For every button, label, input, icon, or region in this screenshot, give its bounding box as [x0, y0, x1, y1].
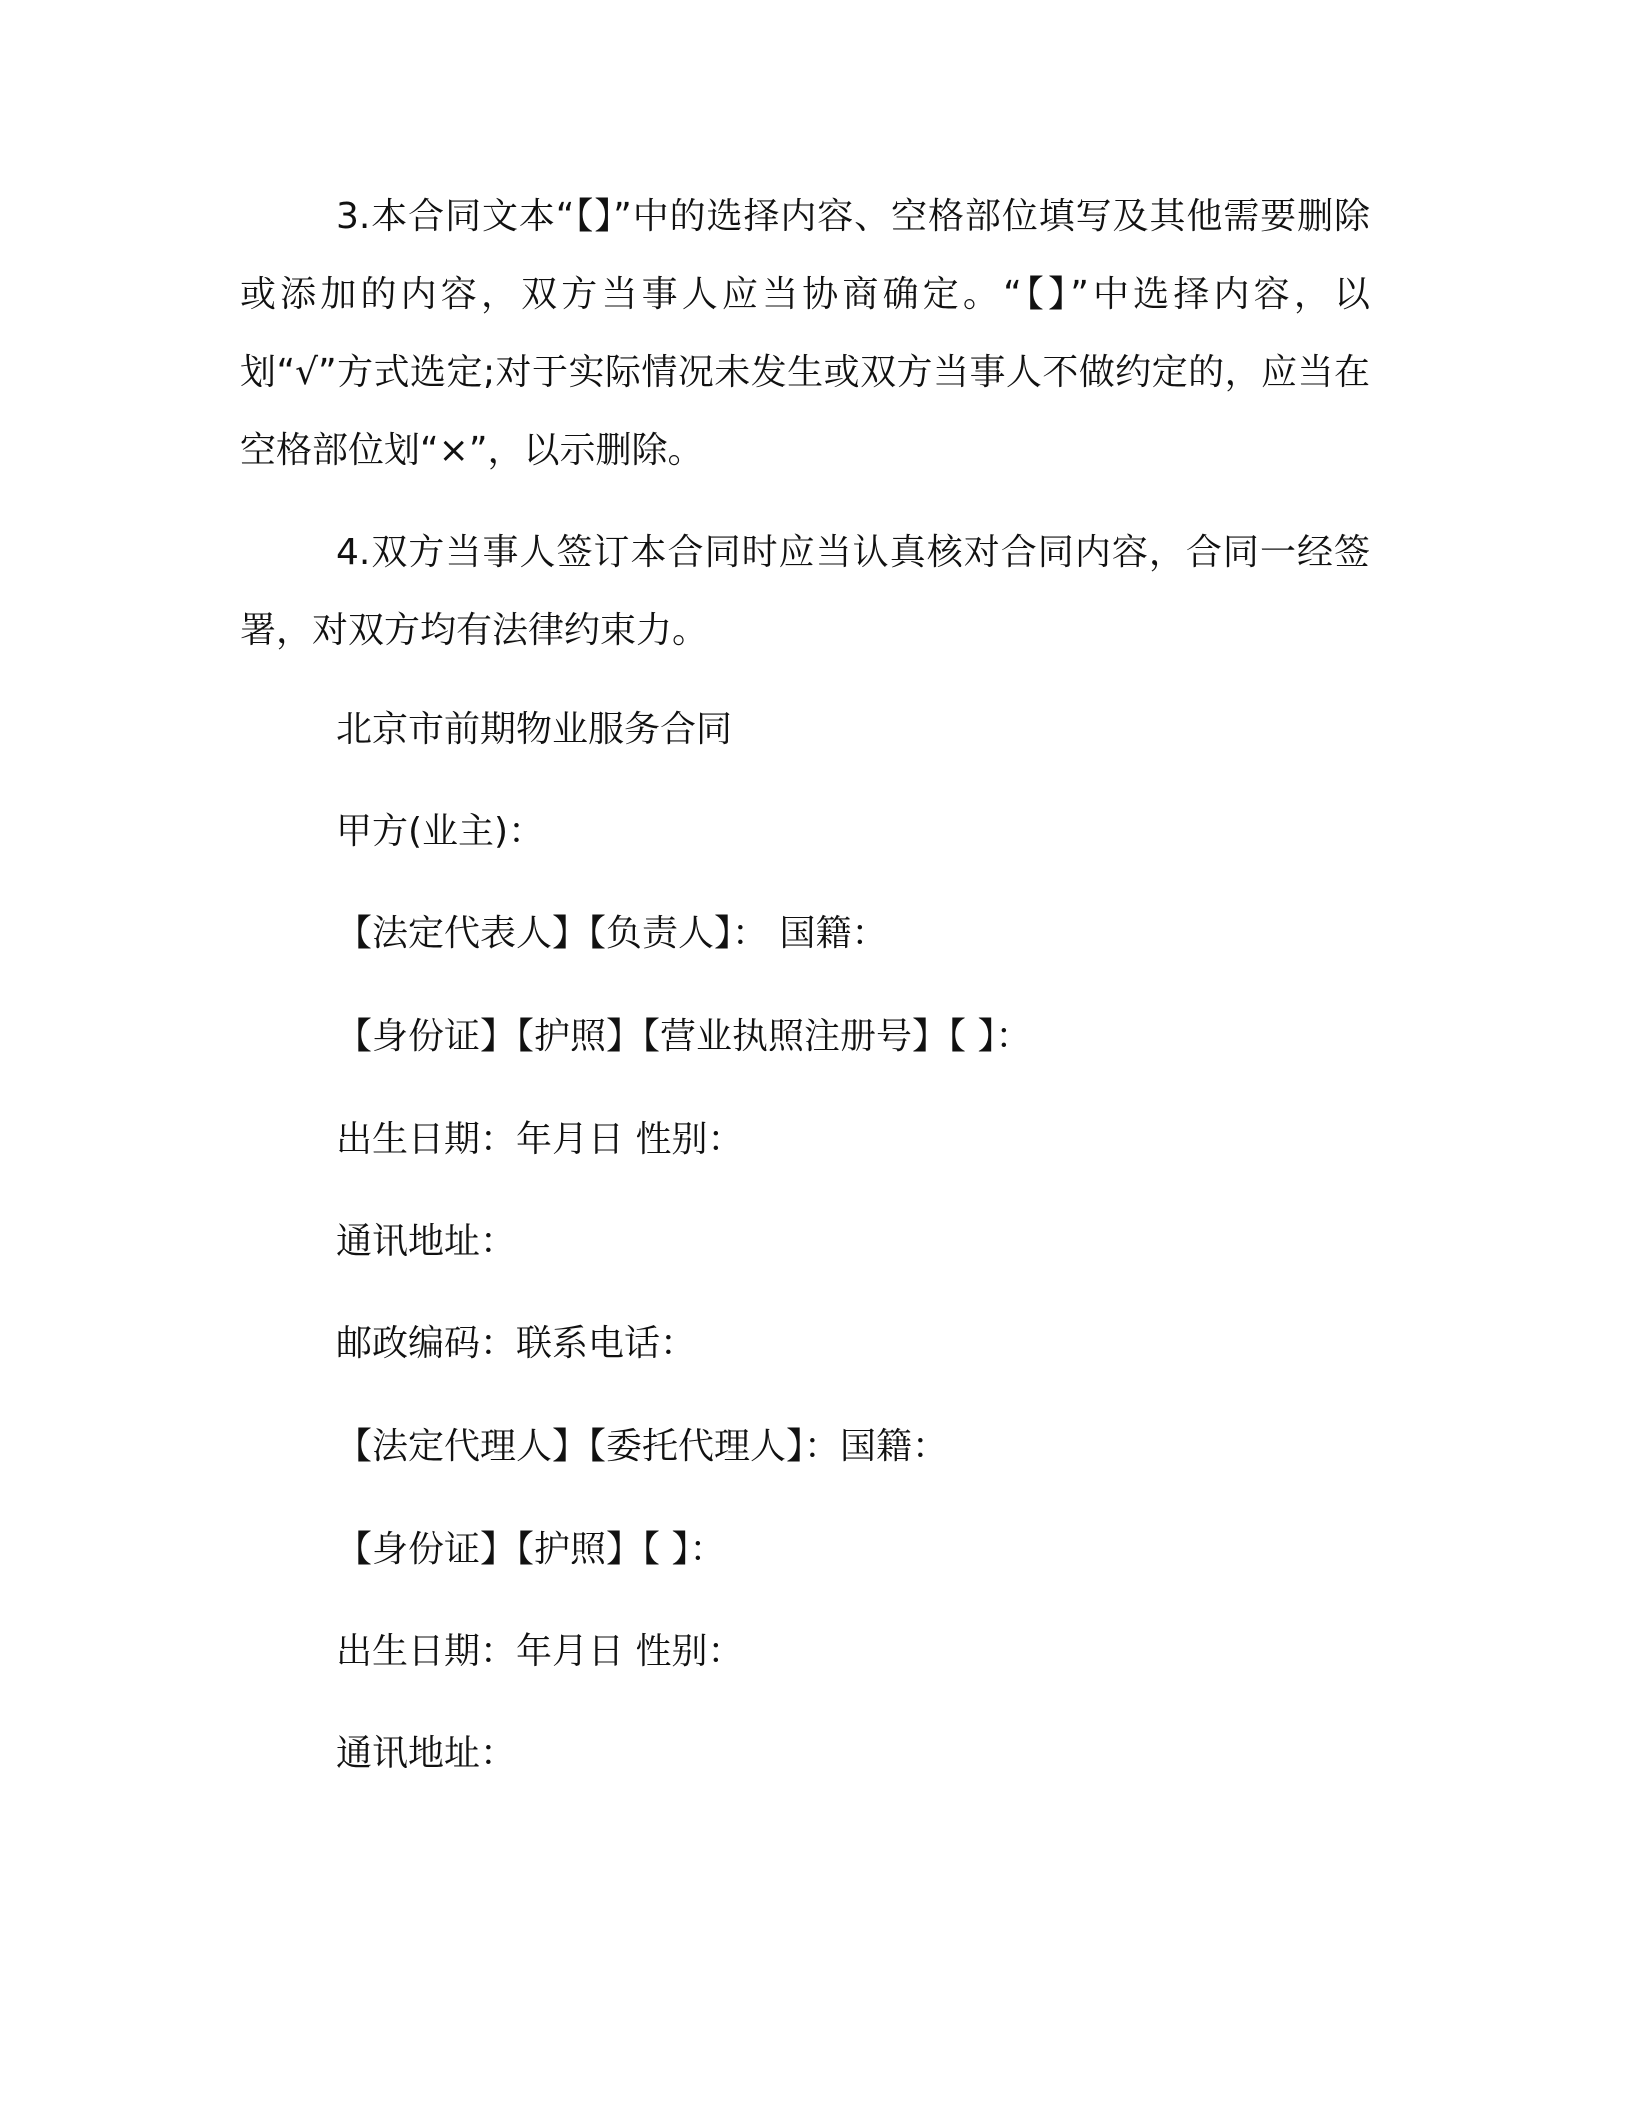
- field-birth-gender: 出生日期：年月日 性别：: [336, 1119, 744, 1160]
- field-address: 通讯地址：: [336, 1221, 517, 1262]
- field-id-document: 【身份证】【护照】【营业执照注册号】【 】：: [336, 1016, 1032, 1057]
- field-agent-birth-gender: 出生日期：年月日 性别：: [336, 1631, 744, 1672]
- field-legal-representative: 【法定代表人】【负责人】： 国籍：: [336, 913, 888, 954]
- contract-title: 北京市前期物业服务合同: [336, 709, 733, 750]
- field-agent-address: 通讯地址：: [336, 1733, 517, 1774]
- instruction-paragraph-3: 3.本合同文本“【】”中的选择内容、空格部位填写及其他需要删除或添加的内容，双方当事人应当协商确定。“【】”中选择内容，以划“√”方式选定;对于实际情况未发生或双方当事人不做约定的，应当在空格部位划“×”，以示删除。: [240, 196, 1370, 471]
- party-a-label: 甲方(业主)：: [336, 811, 545, 852]
- field-postcode-phone: 邮政编码：联系电话：: [336, 1323, 697, 1364]
- field-agent-id-document: 【身份证】【护照】【 】：: [336, 1529, 726, 1570]
- instruction-paragraph-4: 4.双方当事人签订本合同时应当认真核对合同内容，合同一经签署，对双方均有法律约束力。: [240, 532, 1370, 651]
- field-agent: 【法定代理人】【委托代理人】：国籍：: [336, 1426, 949, 1467]
